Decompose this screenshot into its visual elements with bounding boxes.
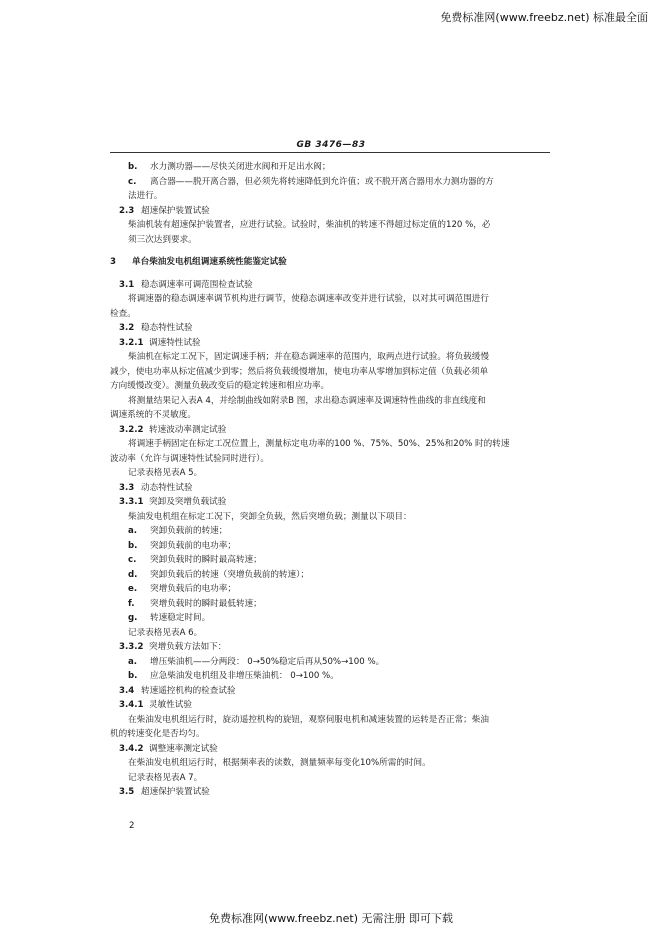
list-item-marker: d. bbox=[128, 569, 138, 580]
heading-number: 3.2 bbox=[119, 323, 135, 333]
list-item bbox=[110, 175, 552, 190]
site-banner-bottom[interactable]: 免费标准网(www.freebz.net) 无需注册 即可下载 bbox=[208, 912, 454, 925]
body-text-line: 减少，使电功率从标定值减少到零；然后将负载缓慢增加，使电功率从零增加到标定值（负载必须单 bbox=[110, 366, 489, 377]
heading-text: 转速遥控机构的检查试验 bbox=[141, 685, 236, 696]
body-text-line: 将调速手柄固定在标定工况位置上，测量标定电功率的100 %、75%、50%、25%和20% 时的转速 bbox=[128, 439, 510, 449]
list-item bbox=[110, 669, 552, 684]
list-item bbox=[110, 524, 552, 539]
paragraph-gap bbox=[110, 270, 552, 278]
heading-number: 3 bbox=[110, 257, 116, 267]
heading-number: 3.3 bbox=[119, 482, 135, 493]
paragraph-gap bbox=[110, 247, 552, 255]
list-item-text: 突增负载后的电功率； bbox=[150, 584, 236, 594]
list-item-text: 水力测功器——尽快关闭进水阀和开足出水阀； bbox=[150, 162, 331, 172]
section-heading bbox=[110, 255, 552, 270]
site-banner-top[interactable]: 免费标准网(www.freebz.net) 标准最全面 bbox=[440, 11, 648, 24]
list-item-text: 应急柴油发电机组及非增压柴油机： 0→100 %。 bbox=[150, 671, 339, 681]
subsection-heading bbox=[110, 640, 552, 655]
list-item-marker: g. bbox=[128, 613, 138, 623]
header-divider bbox=[110, 152, 550, 153]
subsection-heading bbox=[110, 481, 552, 496]
list-item-marker: a. bbox=[128, 526, 138, 536]
heading-text: 调整速率测定试验 bbox=[149, 743, 218, 754]
body-text-line: 调速系统的不灵敏度。 bbox=[110, 410, 196, 420]
list-item-text: 突增负载时的瞬时最低转速； bbox=[150, 598, 262, 609]
heading-text: 超速保护装置试验 bbox=[141, 205, 210, 216]
list-item-text: 突卸负载前的转速； bbox=[150, 526, 228, 536]
body-text-line: 在柴油发电机组运行时，根据频率表的读数，测量频率每变化10%所需的时间。 bbox=[128, 758, 431, 768]
body-text-line: 柴油机在标定工况下，固定调速手柄；并在稳态调速率的范围内，取两点进行试验。将负载缓慢 bbox=[128, 352, 489, 362]
heading-number: 3.3.2 bbox=[119, 642, 144, 652]
list-item-marker: c. bbox=[128, 555, 137, 565]
heading-number: 3.1 bbox=[119, 279, 135, 290]
list-item bbox=[110, 568, 552, 583]
list-item bbox=[110, 160, 552, 175]
body-text-line: 检查。 bbox=[110, 308, 136, 319]
subsection-heading bbox=[110, 785, 552, 800]
body-text-line: 方向缓慢改变）。测量负载改变后的稳定转速和相应功率。 bbox=[110, 381, 330, 391]
list-item bbox=[110, 582, 552, 597]
body-text-line: 将测量结果记入表A 4，并绘制曲线如附录B 图，求出稳态调速率及调速特性曲线的非直线度和 bbox=[128, 395, 486, 406]
heading-text: 调速特性试验 bbox=[149, 337, 201, 348]
list-item-text: 转速稳定时间。 bbox=[150, 613, 211, 623]
subsection-heading bbox=[110, 278, 552, 293]
heading-number: 3.5 bbox=[119, 787, 135, 797]
heading-text: 动态特性试验 bbox=[141, 482, 193, 493]
heading-text: 超速保护装置试验 bbox=[141, 787, 210, 797]
list-item-marker: e. bbox=[128, 584, 138, 594]
body-text-line: 须三次达到要求。 bbox=[128, 234, 197, 245]
subsection-heading bbox=[110, 495, 552, 510]
heading-text: 突增负载方法如下： bbox=[149, 642, 227, 652]
list-item-marker: b. bbox=[128, 540, 138, 551]
heading-number: 3.4.2 bbox=[119, 743, 144, 754]
list-item-marker: c. bbox=[128, 176, 137, 187]
subsection-heading bbox=[110, 204, 552, 219]
subsection-heading bbox=[110, 698, 552, 713]
subsection-heading bbox=[110, 423, 552, 438]
list-item bbox=[110, 539, 552, 554]
heading-number: 2.3 bbox=[119, 205, 135, 216]
heading-text: 稳态特性试验 bbox=[141, 323, 193, 333]
list-item-marker: b. bbox=[128, 671, 138, 681]
document-body bbox=[110, 160, 552, 800]
list-item-text: 突卸负载前的电功率； bbox=[150, 540, 236, 551]
subsection-heading bbox=[110, 321, 552, 336]
heading-number: 3.4.1 bbox=[119, 700, 144, 710]
body-text-line: 柴油机装有超速保护装置者，应进行试验。试验时，柴油机的转速不得超过标定值的120 %，必 bbox=[128, 220, 491, 230]
heading-text: 稳态调速率可调范围检查试验 bbox=[141, 279, 253, 290]
body-text-line: 记录表格见表A 7。 bbox=[128, 772, 203, 783]
list-item-text: 突卸负载后的转速（突增负载前的转速）； bbox=[150, 569, 309, 580]
heading-number: 3.3.1 bbox=[119, 497, 144, 507]
list-item bbox=[110, 597, 552, 612]
heading-number: 3.2.1 bbox=[119, 337, 144, 348]
heading-number: 3.4 bbox=[119, 685, 135, 696]
page-number: 2 bbox=[129, 821, 135, 831]
list-item-text: 增压柴油机——分两段： 0→50%稳定后再从50%→100 %。 bbox=[150, 656, 385, 667]
list-item-text: 离合器——脱开离合器，但必须先将转速降低到允许值；或不脱开离合器用水力测功器的方 bbox=[150, 176, 494, 187]
list-item-text: 突卸负载时的瞬时最高转速； bbox=[150, 555, 262, 565]
body-text-line: 将调速器的稳态调速率调节机构进行调节，使稳态调速率改变并进行试验，以对其可调范围进行 bbox=[128, 294, 489, 304]
list-item bbox=[110, 655, 552, 670]
body-text-line: 波动率（允许与调速特性试验同时进行）。 bbox=[110, 453, 269, 464]
heading-number: 3.2.2 bbox=[119, 424, 144, 435]
heading-text: 转速波动率测定试验 bbox=[149, 424, 227, 435]
body-text-line: 在柴油发电机组运行时，旋动遥控机构的旋钮，观察伺服电机和减速装置的运转是否正常；柴油 bbox=[128, 714, 489, 725]
body-text-line: 记录表格见表A 5。 bbox=[128, 468, 203, 478]
body-text-line: 机的转速变化是否均匀。 bbox=[110, 729, 205, 739]
subsection-heading bbox=[110, 742, 552, 757]
subsection-heading bbox=[110, 684, 552, 699]
heading-text: 灵敏性试验 bbox=[149, 700, 192, 710]
list-item-marker: b. bbox=[128, 162, 138, 172]
subsection-heading bbox=[110, 336, 552, 351]
heading-text: 单台柴油发电机组调速系统性能鉴定试验 bbox=[132, 257, 287, 267]
list-item-marker: a. bbox=[128, 656, 138, 667]
list-item bbox=[110, 611, 552, 626]
body-text-line: 柴油发电机组在标定工况下，突卸全负载，然后突增负载；测量以下项目： bbox=[128, 511, 412, 522]
list-item-marker: f. bbox=[128, 598, 135, 609]
list-item bbox=[110, 553, 552, 568]
document-code-header: GB 3476—83 bbox=[296, 140, 366, 150]
body-text-line: 记录表格见表A 6。 bbox=[128, 627, 203, 638]
body-text-line: 法进行。 bbox=[128, 191, 163, 201]
heading-text: 突卸及突增负载试验 bbox=[149, 497, 227, 507]
